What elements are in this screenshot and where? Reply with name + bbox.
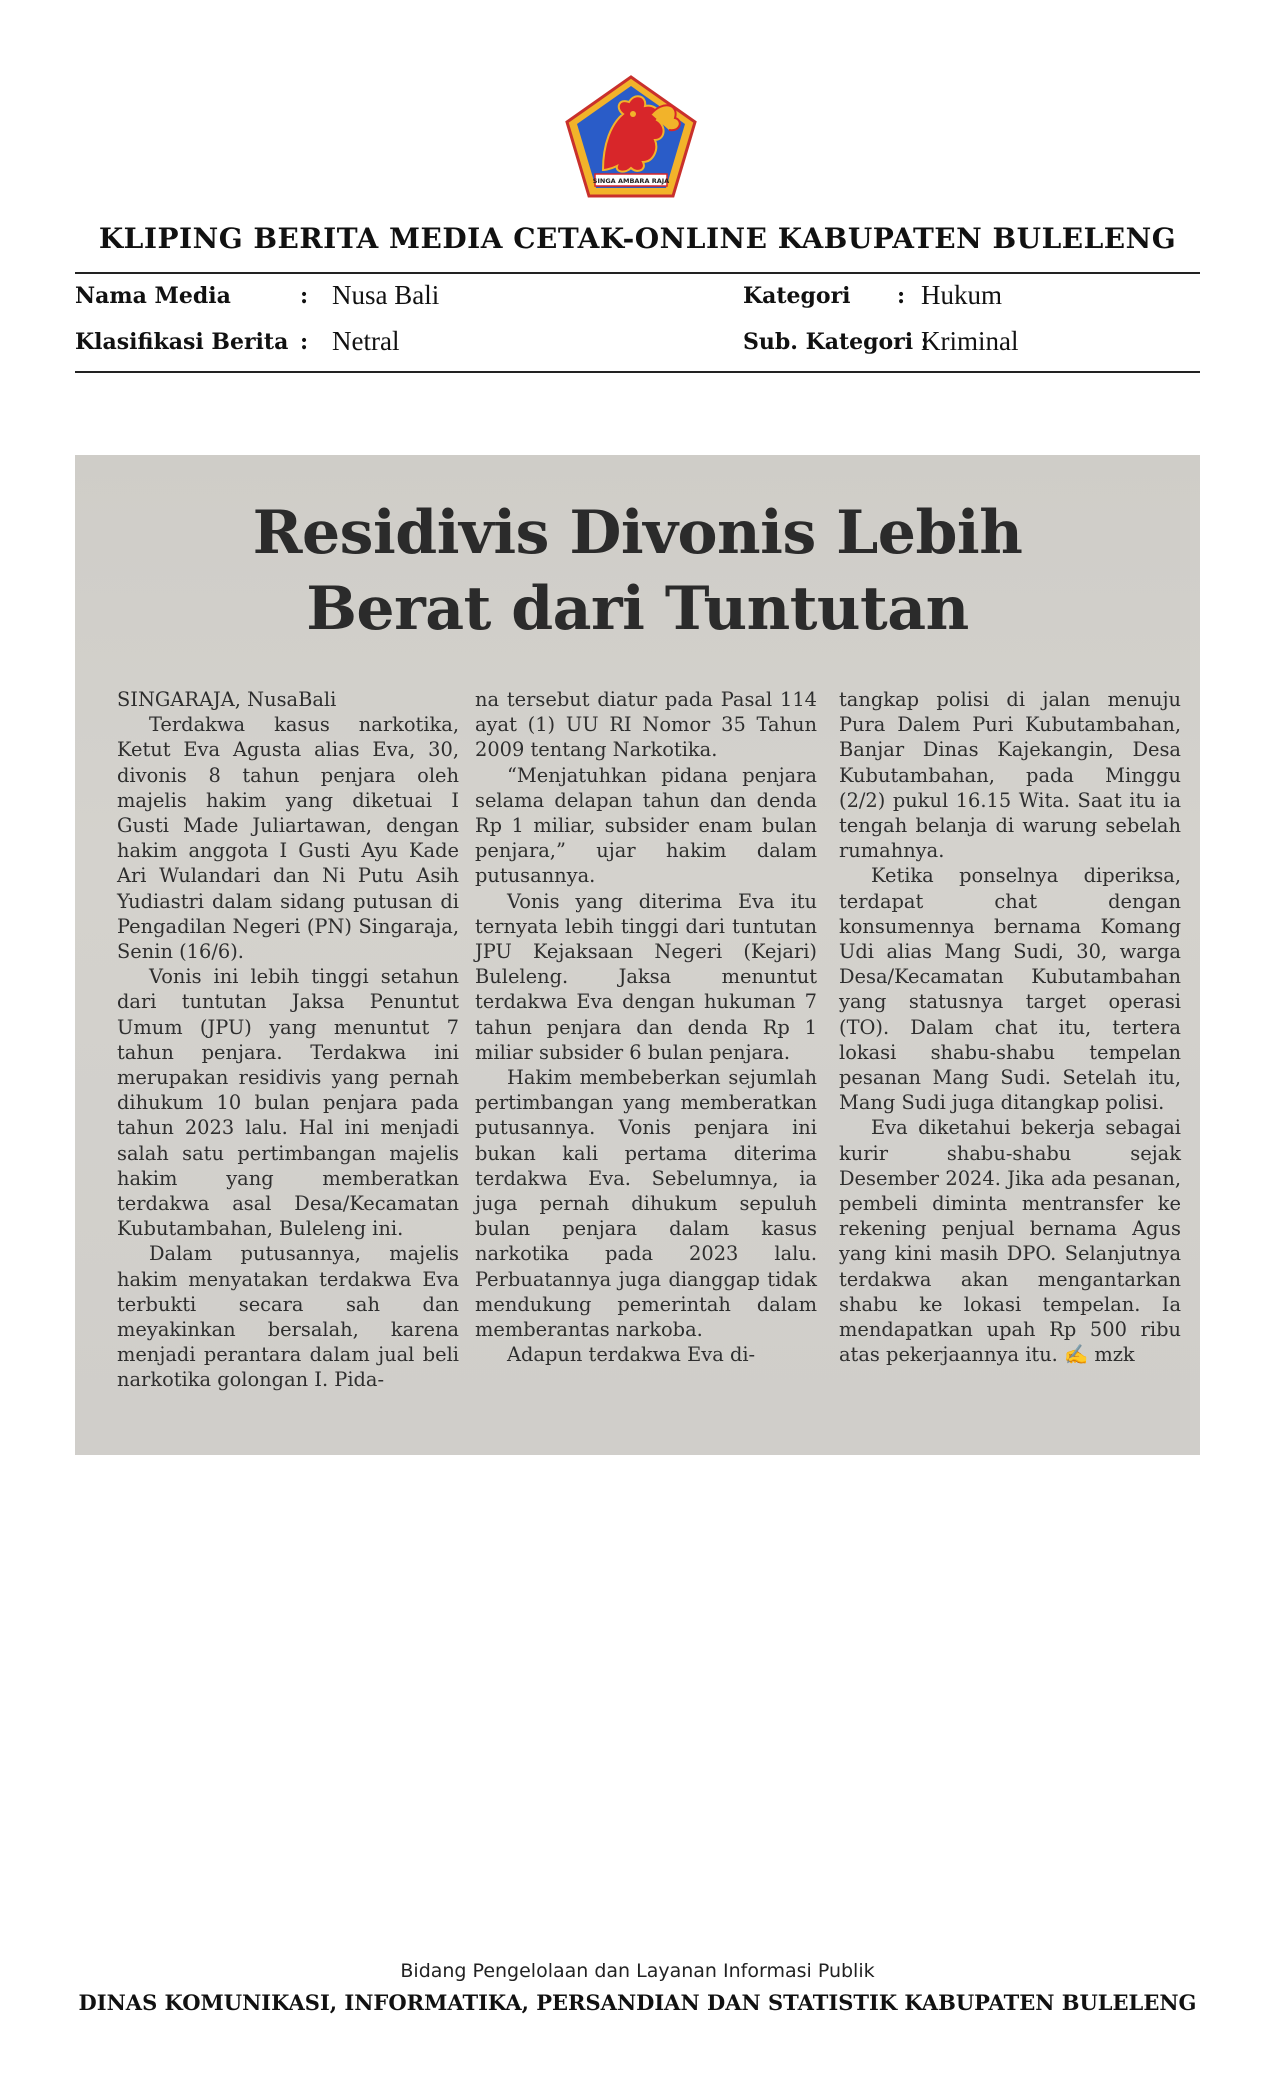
media-label: Nama Media [75,283,231,309]
media-value: Nusa Bali [332,280,440,310]
article-headline [75,495,1200,647]
paragraph: “Menjatuhkan pidana penjara selama delapan tahun dan denda Rp 1 miliar, subsider enam bulan penjara,” ujar hakim dalam putusannya. [475,763,817,888]
paragraph: na tersebut diatur pada Pasal 114 ayat (1) UU RI Nomor 35 Tahun 2009 tentang Narkotika. [475,688,817,762]
subkategori-value: Kriminal [921,326,1019,356]
kategori-value: Hukum [921,280,1002,310]
paragraph: tangkap polisi di jalan menuju Pura Dalem Puri Kubutambahan, Banjar Dinas Kajekangin, Desa Kubutambahan, pada Minggu (2/2) pukul 16.15 Wita. Saat itu ia tengah belanja di warung sebelah rumahnya. [839,688,1181,863]
headline-line-1: Residivis Divonis Lebih [252,498,1023,568]
klasifikasi-label: Klasifikasi Berita [75,329,289,355]
paragraph: Hakim membeberkan sejumlah pertimbangan yang memberatkan putusannya. Vonis penjara ini bukan kali pertama diterima terdakwa Eva. Sebelumnya, ia juga pernah dihukum sepuluh bulan penjara dalam kasus narkotika pada 2023 lalu. Perbuatannya juga dianggap tidak mendukung pemerintah dalam memberantas narkoba. [475,1066,817,1342]
meta-row-2 [75,326,1200,366]
klasifikasi-value: Netral [332,326,400,356]
media-colon: : [300,283,309,309]
klasifikasi-colon: : [300,329,309,355]
header-divider-bottom [75,371,1200,373]
paragraph: Dalam putusannya, majelis hakim menyatakan terdakwa Eva terbukti secara sah dan meyakinkan bersalah, karena menjadi perantara dalam jual beli narkotika golongan I. Pida- [117,1242,459,1392]
header-divider-top [75,272,1200,274]
footer-agency: DINAS KOMUNIKASI, INFORMATIKA, PERSANDIAN DAN STATISTIK KABUPATEN BULELENG [78,1990,1197,2015]
paragraph: Ketika ponselnya diperiksa, terdapat chat dengan konsumennya bernama Komang Udi alias Mang Sudi, 30, warga Desa/Kecamatan Kubutambahan yang statusnya target operasi (TO). Dalam chat itu, tertera lokasi shabu-shabu tempelan pesanan Mang Sudi. Setelah itu, Mang Sudi juga ditangkap polisi. [839,864,1181,1115]
article-column-1 [117,687,459,1393]
footer-unit: Bidang Pengelolaan dan Layanan Informasi Publik [400,1960,875,1982]
headline-line-2: Berat dari Tuntutan [306,574,969,644]
newspaper-clipping [75,455,1200,1455]
kategori-colon: : [897,283,906,309]
logo-motto-text: SINGA AMBARA RAJA [592,177,670,185]
article-column-2 [475,687,817,1367]
article-column-3 [839,687,1181,1367]
page-title: KLIPING BERITA MEDIA CETAK-ONLINE KABUPATEN BULELENG [98,222,1177,255]
paragraph: Eva diketahui bekerja sebagai kurir shabu-shabu sejak Desember 2024. Jika ada pesanan, pembeli diminta mentransfer ke rekening penjual bernama Agus yang kini masih DPO. Selanjutnya terdakwa akan mengantarkan shabu ke lokasi tempelan. Ia mendapatkan upah Rp 500 ribu atas pekerjaannya itu. ✍ mzk [839,1116,1181,1367]
paragraph: Vonis ini lebih tinggi setahun dari tuntutan Jaksa Penuntut Umum (JPU) yang menuntut 7 tahun penjara. Terdakwa ini merupakan residivis yang pernah dihukum 10 bulan penjara pada tahun 2023 lalu. Hal ini menjadi salah satu pertimbangan majelis hakim yang memberatkan terdakwa asal Desa/Kecamatan Kubutambahan, Buleleng ini. [117,965,459,1241]
paragraph: Vonis yang diterima Eva itu ternyata lebih tinggi dari tuntutan JPU Kejaksaan Negeri (Kejari) Buleleng. Jaksa menuntut terdakwa Eva dengan hukuman 7 tahun penjara dan denda Rp 1 miliar subsider 6 bulan penjara. [475,889,817,1064]
paragraph: Terdakwa kasus narkotika, Ketut Eva Agusta alias Eva, 30, divonis 8 tahun penjara oleh majelis hakim yang diketuai I Gusti Made Juliartawan, dengan hakim anggota I Gusti Ayu Kade Ari Wulandari dan Ni Putu Asih Yudiastri dalam sidang putusan di Pengadilan Negeri (PN) Singaraja, Senin (16/6). [117,713,459,964]
kategori-label: Kategori [743,283,851,309]
buleleng-emblem-logo [563,74,699,200]
subkategori-label: Sub. Kategori : [743,329,929,355]
meta-row-1 [75,280,1200,320]
paragraph: Adapun terdakwa Eva di- [507,1343,756,1367]
dateline: SINGARAJA, NusaBali [117,688,337,711]
